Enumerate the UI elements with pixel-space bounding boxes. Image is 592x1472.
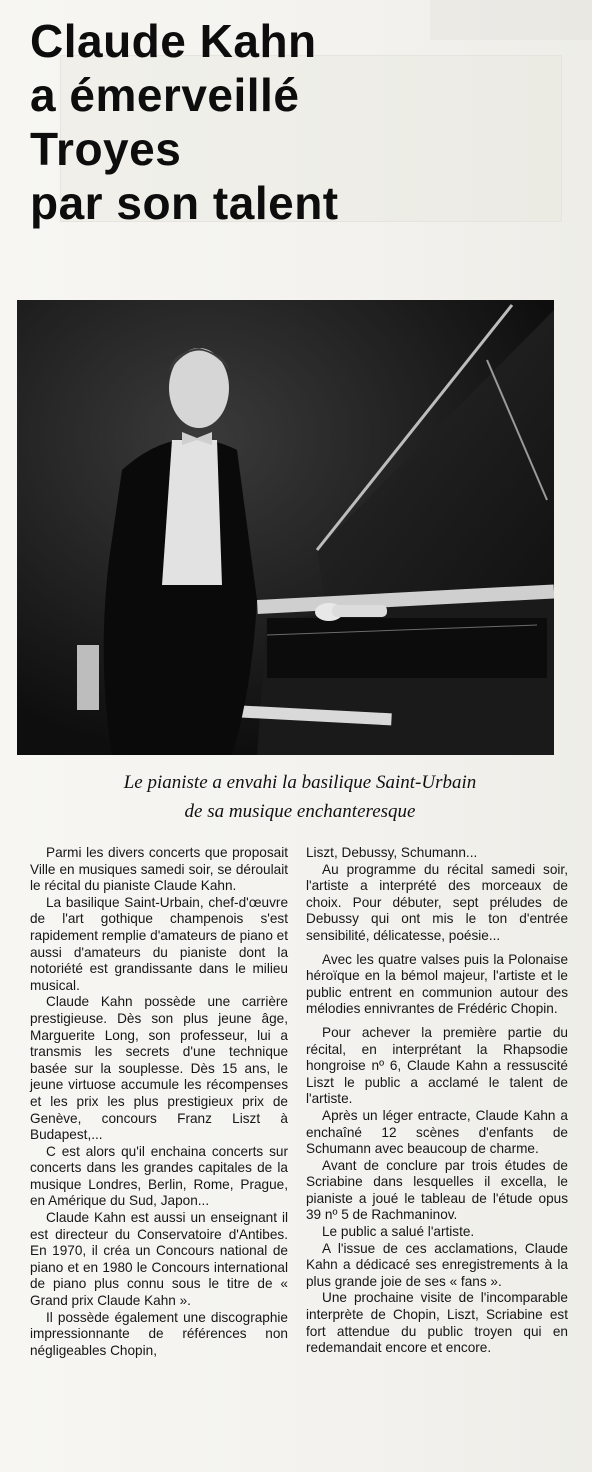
paragraph: Claude Kahn est aussi un enseignant il est directeur du Conservatoire d'Antibes. En 1970, il créa un Concours national de piano et en 1980 le Concours international de piano plus connu sous le titre de « Grand prix Claude Kahn ». [30, 1210, 288, 1309]
caption-line: de sa musique enchanteresque [184, 801, 416, 822]
article-headline [30, 14, 500, 230]
headline-line: par son talent [30, 177, 339, 229]
article-column-right [306, 845, 568, 1357]
headline-line: Troyes [30, 123, 182, 175]
paragraph: Claude Kahn possède une carrière prestigieuse. Dès son plus jeune âge, Marguerite Long, son professeur, lui a transmis les secrets d'une technique basée sur la souplesse. Dès 15 ans, le jeune virtuose accumule les récompenses et les prix les plus prestigieux prix de Genève, concours Franz Liszt à Budapest,... [30, 994, 288, 1143]
paragraph: Le public a salué l'artiste. [322, 1224, 475, 1240]
article-column-left [30, 845, 288, 1359]
paragraph: Liszt, Debussy, Schumann... [306, 845, 478, 860]
paragraph: Pour achever la première partie du récital, en interprétant la Rhapsodie hongroise nº 6, Claude Kahn a ressuscité Liszt le public a acclamé le talent de l'artiste. [306, 1024, 568, 1107]
paragraph: A l'issue de ces acclamations, Claude Kahn a dédicacé ses enregistrements à la plus grande joie de ses « fans ». [306, 1240, 568, 1289]
headline-line: a émerveillé [30, 69, 300, 121]
paragraph: Parmi les divers concerts que proposait Ville en musiques samedi soir, se déroulait le récital du pianiste Claude Kahn. [30, 845, 288, 894]
paragraph: C est alors qu'il enchaina concerts sur concerts dans les grandes capitales de la musique Londres, Berlin, Rome, Prague, en Amérique du Sud, Japon... [30, 1143, 288, 1209]
headline-line: Claude Kahn [30, 15, 317, 67]
photo-caption [30, 768, 570, 826]
paragraph: Une prochaine visite de l'incomparable interprète de Chopin, Liszt, Scriabine est fort attendue du public troyen qui en redemandait encore et encore. [306, 1290, 568, 1356]
paragraph: Avec les quatre valses puis la Polonaise héroïque en la bémol majeur, l'artiste et le public entrent en communion autour des mélodies ennivrantes de Frédéric Chopin. [306, 951, 568, 1017]
paragraph: Au programme du récital samedi soir, l'artiste a interprété des morceaux de choix. Pour débuter, sept préludes de Debussy qui ont mis le ton d'entrée sensibilité, délicatesse, poésie... [306, 861, 568, 943]
paragraph: Avant de conclure par trois études de Scriabine dans lesquelles il excella, le pianiste a joué le tableau de l'étude opus 39 nº 5 de Rachmaninov. [306, 1157, 568, 1223]
paragraph: Après un léger entracte, Claude Kahn a enchaîné 12 scènes d'enfants de Schumann avec beaucoup de charme. [306, 1107, 568, 1157]
paragraph: Il possède également une discographie impressionnante de références non négligeables Chopin, [30, 1309, 288, 1358]
pianist-photo [17, 300, 554, 755]
caption-line: Le pianiste a envahi la basilique Saint-Urbain [123, 772, 477, 793]
paragraph: La basilique Saint-Urbain, chef-d'œuvre de l'art gothique champenois s'est rapidement remplie d'amateurs de piano et aussi d'amateurs du pianiste dont la notoriété est grandissante dans le milieu musical. [30, 894, 289, 993]
